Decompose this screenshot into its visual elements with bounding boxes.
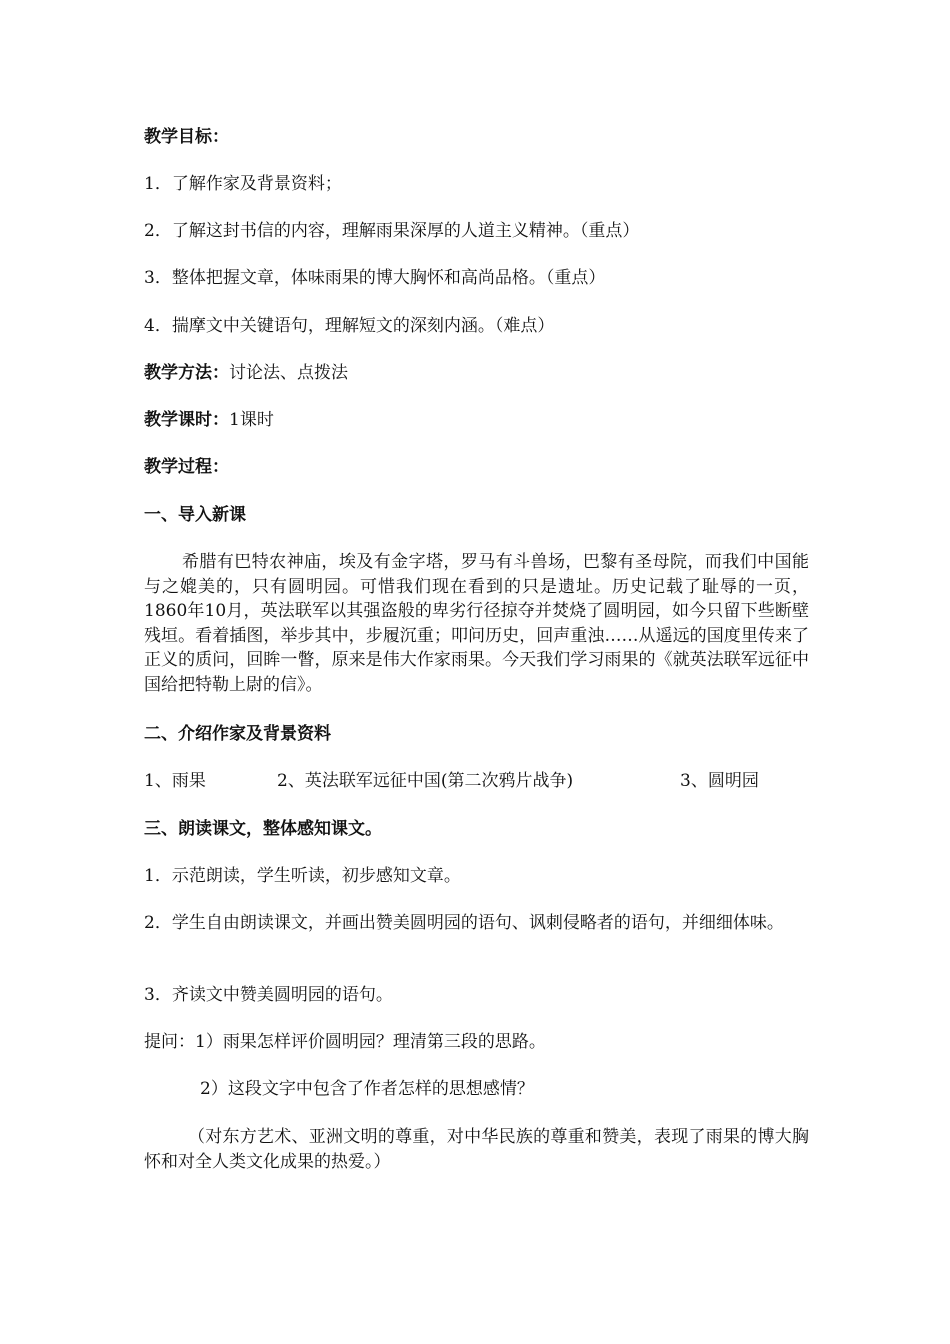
method-line bbox=[144, 361, 348, 385]
objective-item-1: 1．了解作家及背景资料； bbox=[144, 174, 342, 194]
hours-value: 1课时 bbox=[229, 410, 274, 430]
hours-label: 教学课时： bbox=[144, 410, 229, 430]
objective-item-3: 3．整体把握文章，体味雨果的博大胸怀和高尚品格。（重点） bbox=[144, 268, 606, 288]
method-label: 教学方法： bbox=[144, 363, 229, 383]
process-heading: 教学过程： bbox=[144, 457, 229, 477]
section3-item-3: 3．齐读文中赞美圆明园的语句。 bbox=[144, 985, 393, 1005]
section2-item-2: 2、英法联军远征中国(第二次鸦片战争) bbox=[277, 771, 574, 791]
answer-paragraph: （对东方艺术、亚洲文明的尊重，对中华民族的尊重和赞美，表现了雨果的博大胸怀和对全人类文化成果的热爱。） bbox=[144, 1127, 809, 1172]
method-value: 讨论法、点拨法 bbox=[229, 363, 348, 383]
section2-item-1: 1、雨果 bbox=[144, 771, 206, 791]
objective-item-2: 2．了解这封书信的内容，理解雨果深厚的人道主义精神。（重点） bbox=[144, 221, 640, 241]
question-2: 2）这段文字中包含了作者怎样的思想感情？ bbox=[200, 1079, 534, 1099]
section3-item-1: 1．示范朗读，学生听读，初步感知文章。 bbox=[144, 866, 461, 886]
section2-item-3: 3、圆明园 bbox=[680, 771, 759, 791]
objective-item-4: 4．揣摩文中关键语句，理解短文的深刻内涵。（难点） bbox=[144, 316, 555, 336]
hours-line bbox=[144, 408, 274, 432]
section1-paragraph: 希腊有巴特农神庙，埃及有金字塔，罗马有斗兽场，巴黎有圣母院，而我们中国能与之媲美的，只有圆明园。可惜我们现在看到的只是遗址。历史记载了耻辱的一页，1860年10月，英法联军以其强盗般的卑劣行径掠夺并焚烧了圆明园，如今只留下些断壁残垣。看着插图，举步其中，步履沉重；叩问历史，回声重浊……从遥远的国度里传来了正义的质问，回眸一瞥，原来是伟大作家雨果。今天我们学习雨果的《就英法联军远征中国给把特勒上尉的信》。 bbox=[144, 552, 809, 695]
objectives-heading: 教学目标： bbox=[144, 127, 229, 147]
section3-item-2: 2．学生自由朗读课文，并画出赞美圆明园的语句、讽刺侵略者的语句，并细细体味。 bbox=[144, 913, 784, 933]
question-1: 提问：1）雨果怎样评价圆明园？理清第三段的思路。 bbox=[144, 1032, 546, 1052]
section3-heading: 三、朗读课文，整体感知课文。 bbox=[144, 819, 382, 839]
section2-heading: 二、介绍作家及背景资料 bbox=[144, 724, 331, 744]
section1-heading: 一、导入新课 bbox=[144, 505, 246, 525]
